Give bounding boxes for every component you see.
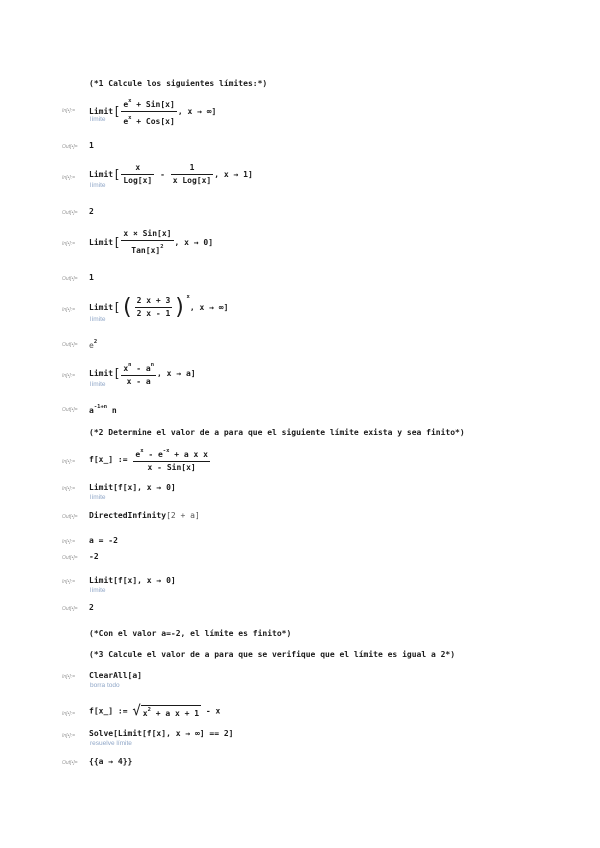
fraction: $\frac{e^x + Sin[x]}{e^x + Cos[x]}$ (123, 98, 175, 126)
fraction: $\frac{1}{\text{x Log[x]}}$ (172, 163, 212, 185)
fraction: $\frac{2 x + 3}{2 x - 1}$ (136, 296, 171, 318)
hint-limite: límite (90, 587, 106, 594)
fraction: $\frac{e^x - e^{-x} + a x x}{\text{x - Sin[x]}}$ (135, 448, 208, 472)
output-value: DirectedInfinity[2 + a] (89, 511, 200, 520)
output-value: 2 (89, 207, 94, 216)
limit-keyword: Limit (89, 170, 114, 179)
hint-limite: límite (90, 316, 106, 323)
output-value: $e^2$ (89, 339, 98, 350)
input-label: In[•]:= (62, 711, 76, 717)
input-cell-define-f[interactable]: f[x_] := $\frac{e^x - e^{-x} + a x x}{\text{x - Sin[x]}}$ (89, 448, 208, 472)
input-label: In[•]:= (62, 373, 76, 379)
hint-borra-todo: borra todo (90, 682, 120, 689)
output-label: Out[•]= (62, 342, 78, 348)
limit-keyword: Limit (89, 238, 114, 247)
output-label: Out[•]= (62, 210, 78, 216)
hint-limite: límite (90, 494, 106, 501)
input-cell-limit-5[interactable]: Limit[ $\frac{x^n - a^n}{x - a}$ , x → a] (89, 362, 196, 386)
fraction: $\frac{x^n - a^n}{x - a}$ (123, 362, 155, 386)
limit-tail: , x → ∞] (177, 107, 217, 116)
input-label: In[•]:= (62, 539, 76, 545)
sqrt-radical: √ $x^2 + a$ x + 1 (132, 703, 200, 719)
output-label: Out[•]= (62, 276, 78, 282)
input-label: In[•]:= (62, 241, 76, 247)
input-cell-limit-f[interactable]: Limit[f[x], x → 0] (89, 483, 176, 492)
comment-exercise-3: (*3 Calcule el valor de a para que se verifique que el límite es igual a 2*) (89, 650, 456, 659)
input-label: In[•]:= (62, 459, 76, 465)
output-label: Out[•]= (62, 555, 78, 561)
input-cell-clearall[interactable]: ClearAll[a] (89, 671, 142, 680)
output-value: 1 (89, 273, 94, 282)
output-label: Out[•]= (62, 514, 78, 520)
comment-finite: (*Con el valor a=-2, el límite es finito*) (89, 629, 292, 638)
comment-exercise-1: (*1 Calcule los siguientes límites:*) (89, 79, 268, 88)
hint-limite: límite (90, 116, 106, 123)
fraction: $\frac{\text{x × Sin[x]}}{Tan[x]^2}$ (123, 229, 172, 255)
input-cell-limit-3[interactable]: Limit[ $\frac{\text{x × Sin[x]}}{Tan[x]^2}$ , x → 0] (89, 229, 214, 255)
input-cell-limit-2[interactable]: Limit[ $\frac{x}{\text{Log[x]}}$ - $\frac{1}{\text{x Log[x]}}$ , x → 1] (89, 163, 253, 185)
input-label: In[•]:= (62, 733, 76, 739)
output-value: 1 (89, 141, 94, 150)
input-cell-define-f-sqrt[interactable]: f[x_] := √ $x^2 + a$ x + 1 - x (89, 703, 221, 719)
output-value: {{a → 4}} (89, 757, 133, 766)
output-label: Out[•]= (62, 144, 78, 150)
limit-keyword: Limit (89, 369, 114, 378)
input-label: In[•]:= (62, 579, 76, 585)
hint-limite: límite (90, 182, 106, 189)
input-label: In[•]:= (62, 108, 76, 114)
input-label: In[•]:= (62, 674, 76, 680)
limit-keyword: Limit (89, 107, 114, 116)
fraction: $\frac{x}{\text{Log[x]}}$ (123, 163, 153, 185)
input-cell-limit-f-2[interactable]: Limit[f[x], x → 0] (89, 576, 176, 585)
output-value: 2 (89, 603, 94, 612)
input-label: In[•]:= (62, 307, 76, 313)
output-label: Out[•]= (62, 407, 78, 413)
comment-exercise-2: (*2 Determine el valor de a para que el siguiente límite exista y sea finito*) (89, 428, 465, 437)
output-label: Out[•]= (62, 606, 78, 612)
input-cell-limit-1[interactable]: Limit[ $\frac{e^x + Sin[x]}{e^x + Cos[x]}$ , x → ∞] (89, 98, 217, 126)
limit-keyword: Limit (89, 303, 114, 312)
hint-resuelve-limite: resuelve límite (90, 740, 132, 747)
input-cell-limit-4[interactable]: Limit[( $\frac{2 x + 3}{2 x - 1}$ )$^x$, x → ∞] (89, 294, 229, 320)
input-cell-assign-a[interactable]: a = -2 (89, 536, 118, 545)
input-label: In[•]:= (62, 175, 76, 181)
output-value: $a^{-1+n}$ n (89, 404, 117, 415)
output-value: -2 (89, 552, 99, 561)
input-cell-solve[interactable]: Solve[Limit[f[x], x → ∞] == 2] (89, 729, 234, 738)
hint-limite: límite (90, 381, 106, 388)
input-label: In[•]:= (62, 486, 76, 492)
output-label: Out[•]= (62, 760, 78, 766)
